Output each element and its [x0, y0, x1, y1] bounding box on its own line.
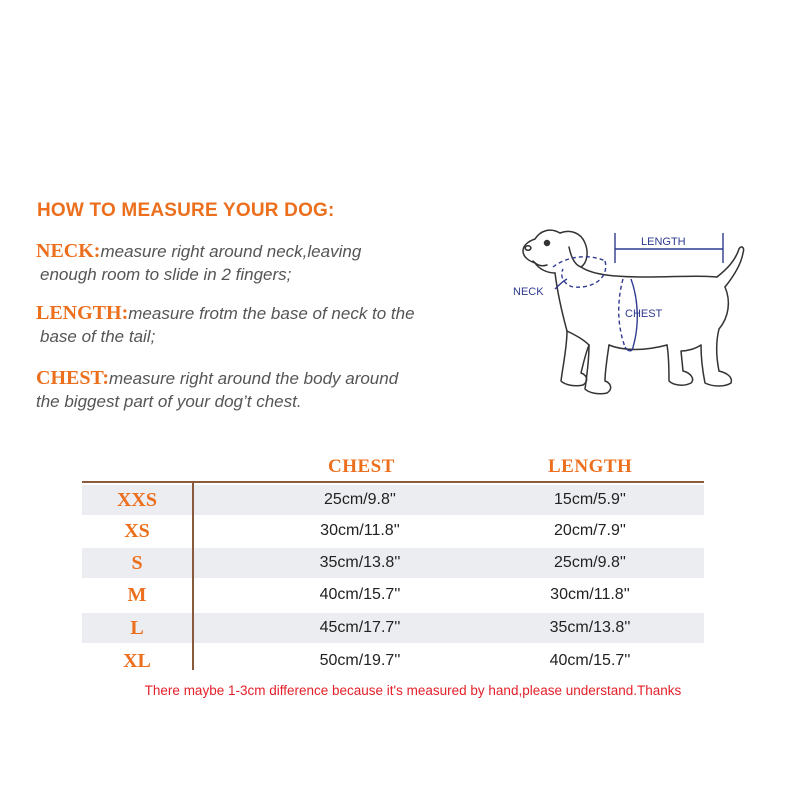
chest-cell: 40cm/15.7'' — [319, 586, 401, 603]
size-cell: XXS — [116, 489, 157, 511]
length-cell: 30cm/11.8'' — [550, 586, 630, 603]
chest-text-line2: the biggest part of your dog’t chest. — [36, 392, 302, 411]
size-cell: L — [130, 617, 144, 639]
chest-cell: 35cm/13.8'' — [319, 554, 401, 571]
length-text-line2: base of the tail; — [40, 327, 156, 346]
length-text-line1: measure frotm the base of neck to the — [128, 304, 415, 323]
disclaimer-note: There maybe 1-3cm difference because it's measured by hand,please understand.Thanks — [144, 683, 682, 698]
table-column-divider — [192, 483, 194, 670]
chest-label: CHEST: — [36, 367, 109, 389]
guide-title: HOW TO MEASURE YOUR DOG: — [37, 200, 335, 221]
length-cell: 15cm/5.9'' — [554, 491, 626, 508]
header-length: LENGTH — [548, 456, 633, 477]
neck-diagram-label: NECK — [513, 286, 544, 298]
size-cell: XS — [124, 520, 150, 542]
size-cell: M — [127, 584, 147, 606]
table-row — [82, 613, 704, 643]
size-cell: XL — [123, 650, 151, 672]
header-chest: CHEST — [328, 456, 395, 477]
length-instruction — [36, 302, 506, 348]
length-diagram-label: LENGTH — [641, 236, 686, 248]
chest-instruction — [36, 367, 506, 413]
table-row — [82, 485, 704, 515]
neck-text-line1: measure right around neck,leaving — [100, 242, 362, 261]
length-cell: 20cm/7.9'' — [554, 522, 626, 539]
chest-cell: 25cm/9.8'' — [324, 491, 396, 508]
table-row — [82, 516, 704, 546]
chest-text-line1: measure right around the body around — [108, 369, 399, 388]
table-top-divider — [82, 481, 704, 483]
chest-cell: 30cm/11.8'' — [320, 522, 400, 539]
chest-cell: 45cm/17.7'' — [319, 619, 401, 636]
measurement-lines — [553, 233, 723, 351]
chest-diagram-label: CHEST — [625, 308, 663, 320]
chest-cell: 50cm/19.7'' — [319, 652, 401, 669]
length-label: LENGTH: — [36, 302, 129, 324]
length-cell: 40cm/15.7'' — [549, 652, 631, 669]
dog-measurement-diagram — [505, 205, 765, 410]
neck-text-line2: enough room to slide in 2 fingers; — [40, 265, 292, 284]
neck-instruction — [36, 240, 506, 286]
length-cell: 25cm/9.8'' — [554, 554, 626, 571]
length-cell: 35cm/13.8'' — [549, 619, 631, 636]
size-cell: S — [131, 552, 143, 574]
neck-label: NECK: — [36, 240, 101, 262]
table-row — [82, 646, 704, 676]
table-row — [82, 548, 704, 578]
table-row — [82, 580, 704, 610]
